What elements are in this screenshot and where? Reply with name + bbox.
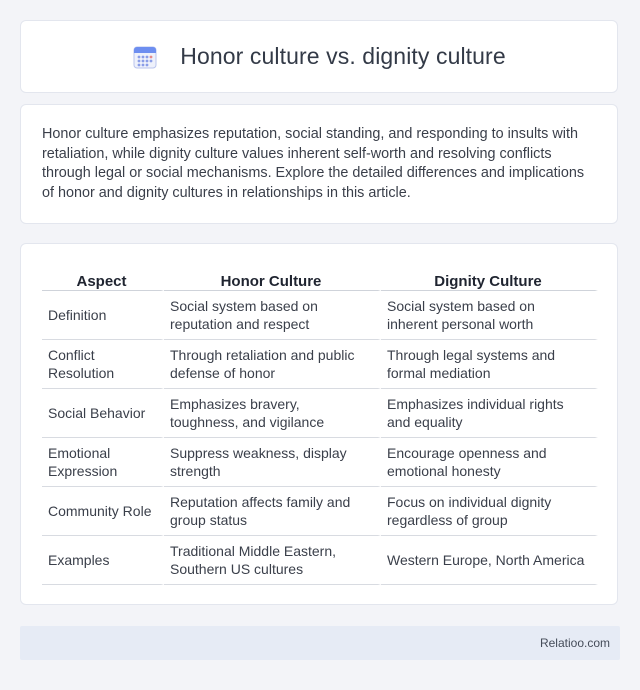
column-header-dignity: Dignity Culture (381, 262, 598, 291)
aspect-cell: Social Behavior (42, 389, 164, 438)
footer-site-name: Relatioo.com (539, 636, 610, 650)
aspect-cell: Definition (42, 291, 164, 340)
column-header-aspect: Aspect (42, 262, 164, 291)
calendar-icon (132, 44, 158, 70)
aspect-cell: Emotional Expression (42, 438, 164, 487)
dignity-cell: Encourage openness and emotional honesty (381, 438, 598, 487)
title-card (20, 20, 618, 93)
dignity-cell: Focus on individual dignity regardless of group (381, 487, 598, 536)
table-row (42, 487, 598, 536)
table-row (42, 389, 598, 438)
dignity-cell: Emphasizes individual rights and equality (381, 389, 598, 438)
honor-cell: Social system based on reputation and respect (164, 291, 381, 340)
page-title: Honor culture vs. dignity culture (180, 43, 506, 69)
comparison-table (42, 262, 598, 585)
table-row (42, 340, 598, 389)
honor-cell: Reputation affects family and group status (164, 487, 381, 536)
table-row (42, 291, 598, 340)
footer (20, 626, 620, 660)
aspect-cell: Examples (42, 536, 164, 585)
table-header-row (42, 262, 598, 291)
table-row (42, 438, 598, 487)
dignity-cell: Through legal systems and formal mediation (381, 340, 598, 389)
dignity-cell: Social system based on inherent personal worth (381, 291, 598, 340)
honor-cell: Traditional Middle Eastern, Southern US cultures (164, 536, 381, 585)
intro-paragraph: Honor culture emphasizes reputation, social standing, and responding to insults with retaliation, while dignity culture values inherent self-worth and resolving conflicts through legal or social mechanisms. Explore the detailed differences and implications of honor and dignity cultures in relationships in this article. (42, 126, 585, 201)
intro-card (20, 104, 618, 224)
table-row (42, 536, 598, 585)
comparison-card (20, 243, 618, 605)
column-header-honor: Honor Culture (164, 262, 381, 291)
dignity-cell: Western Europe, North America (381, 536, 598, 585)
aspect-cell: Community Role (42, 487, 164, 536)
honor-cell: Through retaliation and public defense of honor (164, 340, 381, 389)
honor-cell: Emphasizes bravery, toughness, and vigilance (164, 389, 381, 438)
honor-cell: Suppress weakness, display strength (164, 438, 381, 487)
aspect-cell: Conflict Resolution (42, 340, 164, 389)
